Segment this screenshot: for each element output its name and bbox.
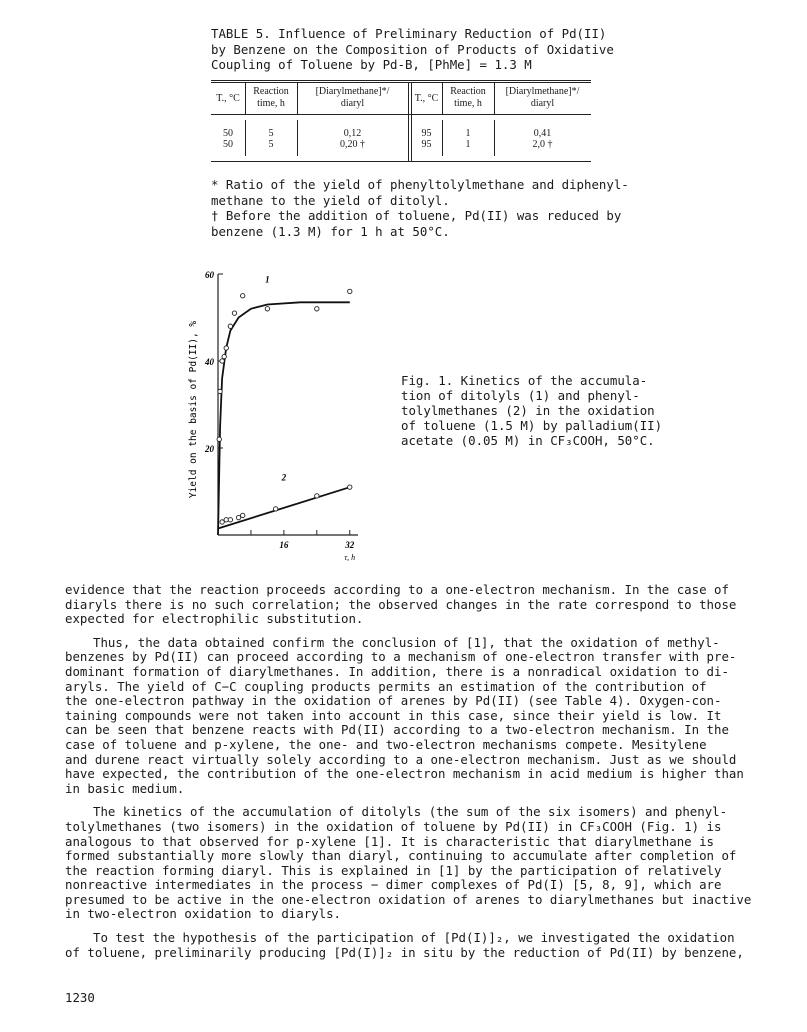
paragraph-line: case of toluene and p-xylene, the one- and two-electron mechanisms compete. Mesitylene <box>65 736 707 752</box>
series-2-point <box>273 507 277 511</box>
paragraph-line: benzenes by Pd(II) can proceed according to a mechanism of one-electron transfer with pre- <box>65 649 737 665</box>
caption-line: TABLE 5. Influence of Preliminary Reduction of Pd(II) <box>211 26 607 41</box>
paragraph-line: tolylmethanes (two isomers) in the oxidation of toluene by Pd(II) in CF₃COOH (Fig. 1) is <box>65 818 722 834</box>
paragraph <box>65 583 765 627</box>
cell-ratio: 0,41 <box>533 128 552 139</box>
paragraph-line: diaryls there is no such correlation; the observed changes in the rate correspond to those <box>65 596 737 612</box>
footnote-line: † Before the addition of toluene, Pd(II) was reduced by <box>211 208 622 223</box>
series-1-point <box>228 324 232 328</box>
cell-time: 5 <box>268 128 274 139</box>
cell-time: 5 <box>268 139 274 150</box>
chart-axes <box>218 274 358 535</box>
header-temp: T., °C <box>414 93 439 104</box>
paragraph-line: in basic medium. <box>65 780 185 796</box>
cell-ratio: 0,12 <box>343 128 362 139</box>
paragraph-line: of toluene, preliminarily producing [Pd(I)]₂ in situ by the reduction of Pd(II) by benzene, <box>65 944 744 960</box>
paragraph-line: can be seen that benzene reacts with Pd(II) according to a two-electron mechanism. In the <box>65 722 729 738</box>
chart-points <box>217 289 352 524</box>
series-1-point <box>315 307 319 311</box>
series-2-point <box>348 485 352 489</box>
paragraph-line: the one-electron pathway in the oxidation of arenes by Pd(II) (see Table 4). Oxygen-con- <box>65 693 722 709</box>
series-1-point <box>241 294 245 298</box>
paragraph-line: the reaction forming diaryl. This is explained in [1] by the participation of relatively <box>65 862 722 878</box>
series-1-label: 1 <box>265 274 270 285</box>
header-temp: T., °C <box>216 93 240 104</box>
paragraph-line: aryls. The yield of C−C coupling products permits an estimation of the contribution of <box>65 678 707 694</box>
footnote-line: methane to the yield of ditolyl. <box>211 192 450 208</box>
series-2-point <box>315 494 319 498</box>
y-axis-label: Yield on the basis of Pd(II), % <box>188 320 199 499</box>
paragraph-line: and durene react virtually solely according to a one-electron mechanism. Just as we should <box>65 751 737 767</box>
kinetics-chart <box>180 262 380 572</box>
series-1-point <box>232 311 236 315</box>
paragraph-line: presumed to be active in the one-electron oxidation of arenes to diarylmethanes but inactive <box>65 891 752 907</box>
paragraph-line: have expected, the contribution of the one-electron mechanism in acid medium is higher than <box>65 766 744 782</box>
paragraph-line: Thus, the data obtained confirm the conclusion of [1], that the oxidation of methyl- <box>93 634 720 650</box>
table-caption <box>211 26 631 73</box>
series-1-point <box>220 359 224 363</box>
series-2-point <box>236 515 240 519</box>
series-2-label: 2 <box>281 472 287 483</box>
paragraph-line: To test the hypothesis of the participation of [Pd(I)]₂, we investigated the oxidation <box>93 930 735 946</box>
header-ratio-1: [Diarylmethane]*/ <box>505 86 580 97</box>
caption-line: by Benzene on the Composition of Products of Oxidative <box>211 41 614 57</box>
series-2-point <box>241 513 245 517</box>
paragraph-line: nonreactive intermediates in the process − dimer complexes of Pd(I) [5, 8, 9], which are <box>65 877 722 893</box>
footnote-line: benzene (1.3 M) for 1 h at 50°C. <box>211 223 450 239</box>
series-1-point <box>222 354 226 358</box>
paragraph-line: The kinetics of the accumulation of ditolyls (the sum of the six isomers) and phenyl- <box>93 804 728 820</box>
series-1-point <box>217 437 221 441</box>
series-1-point <box>348 289 352 293</box>
header-time-2: time, h <box>454 98 482 109</box>
series-1-point <box>218 389 222 393</box>
cell-temp: 50 <box>223 139 233 150</box>
chart-labels <box>188 270 355 562</box>
cell-temp: 50 <box>223 128 233 139</box>
page-number: 1230 <box>65 990 95 1005</box>
y-tick-label: 60 <box>205 270 214 280</box>
paragraph <box>65 931 765 960</box>
series-1-curve <box>218 302 350 535</box>
body-text <box>65 583 765 969</box>
header-ratio-2: diaryl <box>340 98 365 109</box>
series-2-point <box>228 518 232 522</box>
header-time-2: time, h <box>257 98 285 109</box>
paragraph-line: expected for electrophilic substitution. <box>65 611 364 627</box>
paragraph-line: dominant formation of diarylmethanes. In addition, there is a nonradical oxidation to di- <box>65 663 729 679</box>
x-axis-label: τ, h <box>344 553 356 562</box>
header-time-1: Reaction <box>253 86 289 97</box>
cell-ratio: 0,20 † <box>340 139 365 150</box>
header-ratio-2: diaryl <box>530 98 555 109</box>
paragraph-line: in two-electron oxidation to diaryls. <box>65 906 342 922</box>
x-tick-label: 32 <box>345 540 355 550</box>
fig-caption-line: tion of ditolyls (1) and phenyl- <box>401 388 640 403</box>
y-tick-label: 20 <box>205 444 214 454</box>
series-2-curve <box>218 487 350 528</box>
footnote-line: * Ratio of the yield of phenyltolylmethane and diphenyl- <box>211 177 629 192</box>
cell-temp: 95 <box>421 139 432 150</box>
series-2-point <box>220 520 224 524</box>
cell-temp: 95 <box>421 128 432 139</box>
series-1-point <box>224 346 228 350</box>
chart-curves <box>218 302 350 535</box>
paragraph <box>65 805 765 922</box>
fig-caption-line: of toluene (1.5 M) by palladium(II) <box>401 418 663 433</box>
paragraph <box>65 636 765 797</box>
y-tick-label: 40 <box>205 357 214 367</box>
cell-ratio: 2,0 † <box>532 139 553 150</box>
x-tick-label: 16 <box>279 540 289 550</box>
header-ratio-1: [Diarylmethane]*/ <box>315 86 390 97</box>
paragraph-line: analogous to that observed for p-xylene [1]. It is characteristic that diarylmethane is <box>65 833 715 849</box>
fig-caption-line: tolylmethanes (2) in the oxidation <box>401 403 655 418</box>
fig-caption-line: Fig. 1. Kinetics of the accumula- <box>401 373 648 388</box>
cell-time: 1 <box>465 139 471 150</box>
series-1-point <box>265 307 269 311</box>
figure-caption <box>401 373 661 448</box>
fig-caption-line: acetate (0.05 M) in CF₃COOH, 50°C. <box>401 433 655 448</box>
paragraph-line: evidence that the reaction proceeds according to a one-electron mechanism. In the case of <box>65 582 729 597</box>
data-table <box>211 80 591 162</box>
paragraph-line: formed substantially more slowly than diaryl, continuing to accumulate after completion of <box>65 848 737 864</box>
paragraph-line: taining compounds were not taken into account in this case, since their yield is low. It <box>65 707 722 723</box>
cell-time: 1 <box>465 128 471 139</box>
header-time-1: Reaction <box>450 86 486 97</box>
caption-line: Coupling of Toluene by Pd-B, [PhMe] = 1.3 M <box>211 57 532 72</box>
table-footnotes <box>211 177 631 239</box>
